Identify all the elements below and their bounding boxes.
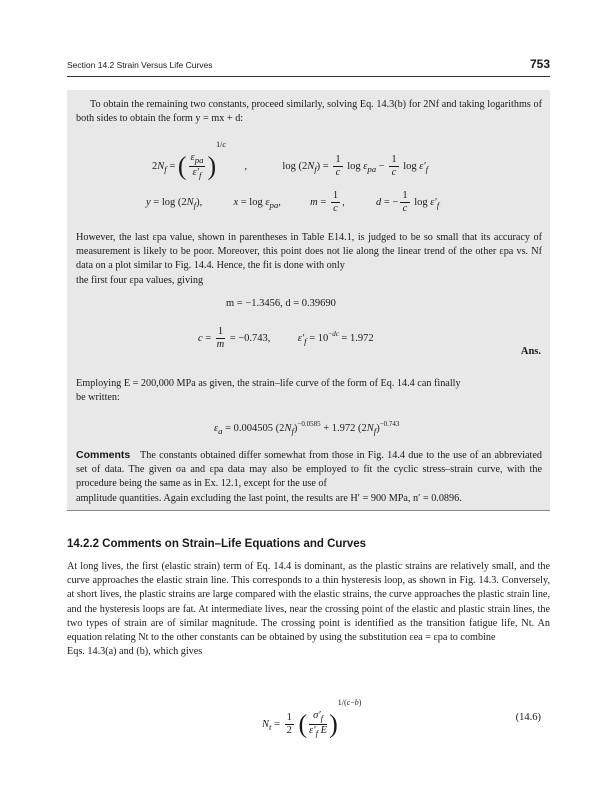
equation-substitution: $y = \log (2N_f)$, $x = \log \varepsilon_{pa}$, m = $\frac{1}{c}$ , d = − $\frac{1}{c}$ $\log \varepsilon'_f$ [146, 190, 440, 214]
equation-m-d: m = −1.3456, d = 0.39690 [226, 298, 336, 309]
example-paragraph-3: Employing E = 200,000 MPa as given, the strain–life curve of the form of Eq. 14.4 can finally be written: [76, 378, 461, 404]
equation-transition-life: $N_t$ = $\frac{1}{2}$ ( $\frac{\sigma'_f}{\varepsilon'_f E}$ )$^{1/(c-b)}$ [262, 698, 362, 739]
equation-2nf: $2N_f$ = ( $\frac{\varepsilon_{pa}}{\varepsilon'_f}$ )$^{1/c}$ , $\log (2N_f)$ = $\frac{1}{c}$ $\log \varepsilon_{pa}$ − $\frac{1}{c}$ $\log \varepsilon'_f$ [152, 140, 429, 181]
page-header [67, 58, 550, 77]
section-title: Section 14.2 Strain Versus Life Curves [67, 60, 213, 70]
example-paragraph-2: However, the last εpa value, shown in parentheses in Table E14.1, is judged to be so small that its accuracy of measurement is likely to be poor. Moreover, this point does not lie along the linear trend of the other εpa vs. Nf data on a plot similar to Fig. 14.4. Hence, the fit is done with only the first four εpa values, giving [76, 232, 542, 286]
equation-c-ef: c = $\frac{1}{m}$ = −0.743, $\varepsilon'_f = 10^{-dc} = 1.972$ [198, 326, 374, 350]
comments-paragraph: Comments The constants obtained differ somewhat from those in Fig. 14.4 due to the use of an abbreviated set of data. The given σa and εpa data may also be employed to fit the cyclic stress–strain curve, with the procedure being the same as in Ex. 12.1, except for the use of amplitude quantities. Again excluding the last point, the results are H′ = 900 MPa, n′ = 0.0896. [76, 449, 543, 504]
page-number: 753 [529, 57, 550, 71]
equation-strain-life: $\varepsilon_a = 0.004505$ $(2N_f)^{-0.0585} + 1.972$ $(2N_f)^{-0.743}$ [214, 420, 400, 437]
example-paragraph-1: To obtain the remaining two constants, proceed similarly, solving Eq. 14.3(b) for 2Nf and taking logarithms of both sides to obtain the form y = mx + d: [76, 99, 542, 125]
section-paragraph: At long lives, the first (elastic strain) term of Eq. 14.4 is dominant, as the plastic strains are relatively small, and the curve approaches the elastic strain line. This corresponds to a thin hysteresis loop, as shown in Fig. 14.3. Conversely, at short lives, the plastic strains are large compared with the elastic strains, the curve approaches the plastic strain line, and the hysteresis loops are fat. At intermediate lives, near the crossing point of the elastic and plastic strain lines, the two types of strain are of similar magnitude. The crossing point is identified as the transition fatigue life, Nt. An equation relating Nt to the other constants can be obtained by using the substitution εea = εpa to combine Eqs. 14.3(a) and (b), which gives [67, 561, 550, 658]
section-heading: 14.2.2 Comments on Strain–Life Equations and Curves [67, 538, 367, 550]
equation-number: (14.6) [515, 712, 541, 723]
answer-label: Ans. [520, 346, 541, 357]
